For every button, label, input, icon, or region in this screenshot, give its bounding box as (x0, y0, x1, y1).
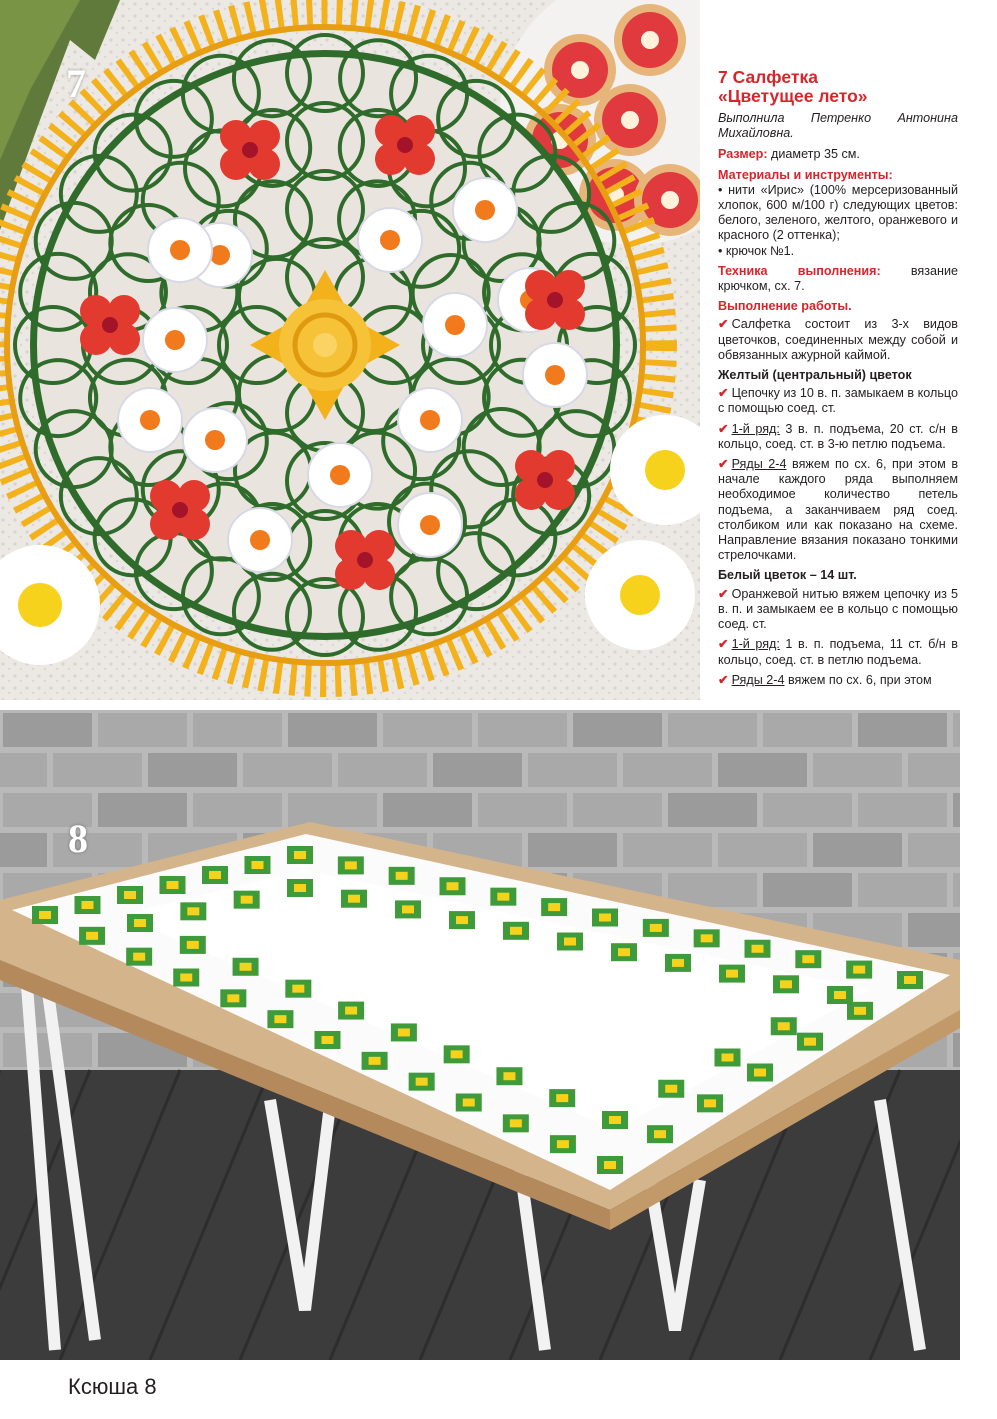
runner-motif (285, 980, 311, 998)
runner-motif (456, 1094, 482, 1112)
runner-motif (287, 846, 313, 864)
runner-motif (389, 867, 415, 885)
runner-motif (771, 1017, 797, 1035)
figure-number-8: 8 (68, 816, 88, 861)
size-value: диаметр 35 см. (771, 147, 860, 162)
runner-motif (747, 1064, 773, 1082)
check-icon: ✔ (718, 386, 729, 401)
runner-motif (234, 891, 260, 909)
yellow-step-3-text: вяжем по сх. 6, при этом в начале каждого ряда выполняем необходимое количество петель подъема, а заканчиваем ряд соед. столбиком или как показано на схеме. Направление вязания показано тонкими стрелочками. (718, 457, 959, 563)
runner-motif (846, 961, 872, 979)
runner-motif (827, 986, 853, 1004)
brick (383, 793, 472, 827)
check-icon: ✔ (718, 421, 729, 436)
work-intro-text: Салфетка состоит из 3-х видов цветочков, соединенных между собой и обвязанных ажурной каймой. (718, 317, 958, 362)
white-step-3-text: вяжем по сх. 6, при этом (787, 672, 932, 687)
brick (813, 753, 902, 787)
runner-motif (267, 1010, 293, 1028)
brick (573, 793, 662, 827)
figure-number-7: 7 (66, 61, 86, 106)
runner-motif (362, 1052, 388, 1070)
table-illustration (0, 710, 960, 1360)
title-line-2: «Цветущее лето» (718, 86, 868, 106)
title-line-1: 7 Салфетка (718, 67, 818, 87)
red-flower (220, 120, 280, 180)
brick (718, 833, 807, 867)
runner-motif (233, 958, 259, 976)
brick (763, 713, 852, 747)
runner-motif (665, 954, 691, 972)
brick (288, 713, 377, 747)
runner-motif (773, 975, 799, 993)
runner-motif (611, 943, 637, 961)
runner-motif (79, 927, 105, 945)
brick (193, 713, 282, 747)
brick (433, 753, 522, 787)
runner-motif (694, 929, 720, 947)
yellow-step-2 (718, 422, 958, 452)
daisy-bottom-right (585, 540, 695, 650)
runner-motif (847, 1002, 873, 1020)
table-runner-photo (0, 710, 960, 1360)
white-daisy (523, 343, 587, 407)
white-step-3 (718, 673, 958, 688)
runner-motif (180, 902, 206, 920)
runner-motif (75, 896, 101, 914)
work-label: Выполнение работы. (718, 299, 852, 314)
white-step-1 (718, 587, 958, 633)
white-daisy (398, 388, 462, 452)
runner-motif (160, 876, 186, 894)
brick (668, 713, 757, 747)
runner-motif (245, 856, 271, 874)
brick (858, 713, 947, 747)
yellow-step-1 (718, 386, 958, 416)
white-step-2-text: 1 в. п. подъема, 11 ст. б/н в кольцо, соед. ст. в петлю подъема. (718, 637, 958, 667)
brick (573, 713, 662, 747)
technique-paragraph (718, 264, 958, 294)
brick (383, 713, 472, 747)
brick (623, 833, 712, 867)
doily-illustration (0, 0, 700, 700)
brick (0, 753, 47, 787)
yellow-step-2-text: 3 в. п. подъема, 20 ст. с/н в кольцо, соед. ст. в 3-ю петлю подъема. (718, 421, 959, 451)
runner-motif (287, 879, 313, 897)
runner-motif (338, 1002, 364, 1020)
brick (478, 793, 567, 827)
white-daisy (358, 208, 422, 272)
white-step-3-label: Ряды 2-4 (731, 672, 785, 687)
runner-motif (557, 933, 583, 951)
runner-motif (797, 1033, 823, 1051)
runner-motif (449, 911, 475, 929)
brick (3, 713, 92, 747)
white-step-2-label: 1-й ряд: (731, 637, 780, 652)
article-title (718, 68, 958, 106)
yellow-step-3 (718, 457, 958, 563)
white-daisy (183, 408, 247, 472)
runner-motif (496, 1067, 522, 1085)
brick (953, 713, 960, 747)
runner-motif (719, 965, 745, 983)
size-paragraph (718, 147, 958, 162)
brick (243, 753, 332, 787)
runner-motif (409, 1073, 435, 1091)
runner-motif (315, 1031, 341, 1049)
runner-motif (602, 1111, 628, 1129)
runner-motif (180, 936, 206, 954)
white-daisy (118, 388, 182, 452)
runner-motif (592, 909, 618, 927)
white-daisy (148, 218, 212, 282)
brick (98, 713, 187, 747)
brick (0, 833, 47, 867)
runner-motif (391, 1023, 417, 1041)
runner-motif (549, 1089, 575, 1107)
runner-motif (643, 919, 669, 937)
brick (288, 793, 377, 827)
runner-motif (795, 950, 821, 968)
brick (193, 793, 282, 827)
runner-motif (897, 971, 923, 989)
runner-motif (341, 890, 367, 908)
materials-label: Материалы и инструменты: (718, 167, 893, 182)
article-text (718, 68, 958, 693)
check-icon: ✔ (718, 637, 729, 652)
brick (718, 753, 807, 787)
author: Выполнила Петренко Антонина Михайловна. (718, 111, 958, 141)
check-icon: ✔ (718, 672, 729, 687)
runner-motif (202, 866, 228, 884)
check-icon: ✔ (718, 457, 729, 472)
red-flower (525, 270, 585, 330)
runner-motif (395, 900, 421, 918)
red-flower (335, 530, 395, 590)
runner-motif (647, 1125, 673, 1143)
red-flower (150, 480, 210, 540)
work-intro (718, 317, 958, 363)
brick (53, 833, 142, 867)
size-label: Размер: (718, 147, 768, 162)
runner-motif (127, 914, 153, 932)
brick (98, 793, 187, 827)
runner-motif (338, 856, 364, 874)
brick (953, 793, 960, 827)
technique-value: вязание крючком, сх. 7. (718, 263, 958, 294)
runner-motif (745, 940, 771, 958)
brick (813, 833, 902, 867)
tart (614, 4, 686, 76)
brick (858, 793, 947, 827)
white-daisy (228, 508, 292, 572)
red-flower (515, 450, 575, 510)
white-daisy (308, 443, 372, 507)
white-daisy (453, 178, 517, 242)
runner-motif (541, 898, 567, 916)
brick (858, 873, 947, 907)
brick (3, 1033, 92, 1067)
brick (908, 913, 960, 947)
runner-motif (32, 906, 58, 924)
materials-item-2: • крючок №1. (718, 243, 795, 258)
white-daisy (143, 308, 207, 372)
runner-motif (503, 1114, 529, 1132)
runner-motif (490, 888, 516, 906)
red-flower (80, 295, 140, 355)
materials-item-1: • нити «Ирис» (100% мерсеризованный хлопок, 600 м/100 г) следующих цветов: белого, зеленого, желтого, оранжевого и красного (2 оттенка); (718, 182, 958, 243)
runner-motif (220, 989, 246, 1007)
brick (148, 753, 237, 787)
brick (53, 753, 142, 787)
brick (528, 833, 617, 867)
white-daisy (423, 293, 487, 357)
yellow-step-1-text: Цепочку из 10 в. п. замыкаем в кольцо с помощью соед. ст. (718, 386, 958, 416)
runner-motif (173, 969, 199, 987)
technique-label: Техника выполнения: (718, 263, 881, 278)
runner-motif (117, 886, 143, 904)
brick (763, 873, 852, 907)
runner-motif (550, 1135, 576, 1153)
check-icon: ✔ (718, 317, 729, 332)
brick (953, 873, 960, 907)
brick (908, 833, 960, 867)
brick (908, 753, 960, 787)
section-yellow-flower: Желтый (центральный) цветок (718, 368, 912, 383)
check-icon: ✔ (718, 586, 729, 601)
section-white-flower: Белый цветок – 14 шт. (718, 568, 857, 583)
runner-motif (444, 1045, 470, 1063)
brick (623, 753, 712, 787)
doily-photo (0, 0, 700, 700)
runner-motif (715, 1049, 741, 1067)
runner-motif (597, 1156, 623, 1174)
brick (668, 793, 757, 827)
runner-motif (126, 948, 152, 966)
runner-motif (503, 922, 529, 940)
brick (528, 753, 617, 787)
brick (763, 793, 852, 827)
brick (953, 1033, 960, 1067)
runner-motif (697, 1094, 723, 1112)
red-flower (375, 115, 435, 175)
tart (594, 84, 666, 156)
white-step-1-text: Оранжевой нитью вяжем цепочку из 5 в. п. и замыкаем ее в кольцо с помощью соед. ст. (718, 586, 958, 632)
yellow-step-2-label: 1-й ряд: (731, 421, 780, 436)
page-footer: Ксюша 8 (68, 1374, 157, 1399)
white-step-2 (718, 637, 958, 667)
brick (338, 753, 427, 787)
brick (478, 713, 567, 747)
white-daisy (398, 493, 462, 557)
runner-motif (440, 877, 466, 895)
yellow-step-3-label: Ряды 2-4 (731, 457, 787, 472)
runner-motif (658, 1080, 684, 1098)
